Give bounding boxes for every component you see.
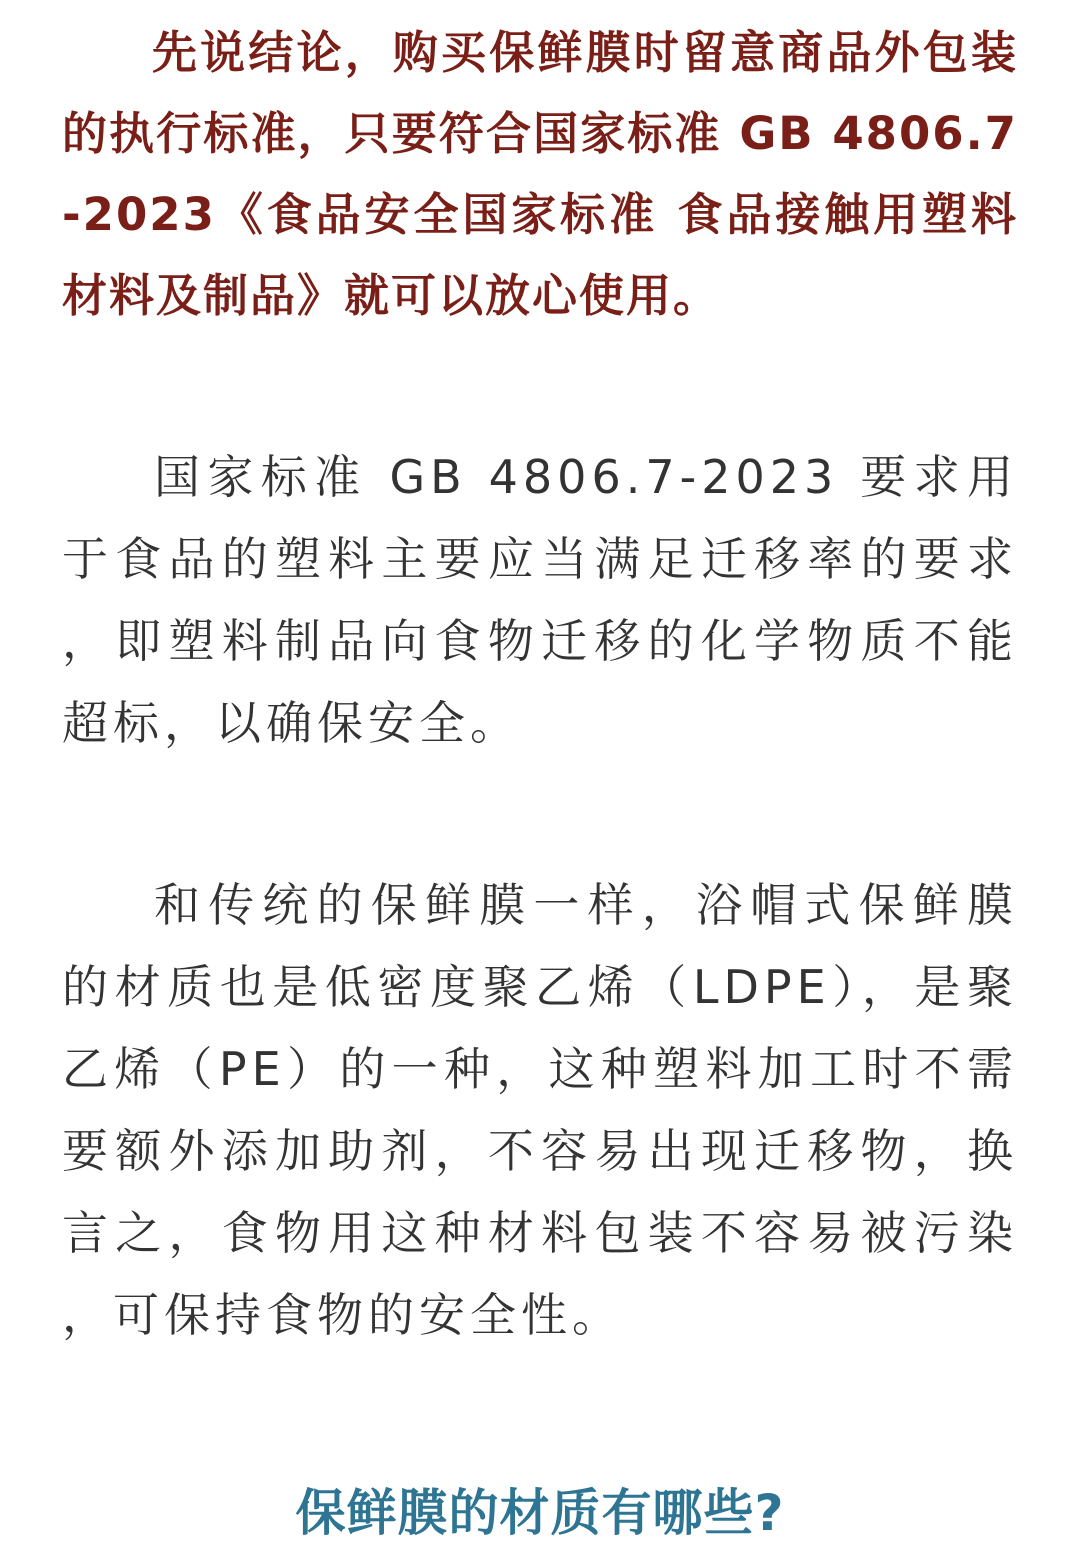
article-body <box>62 12 1018 1356</box>
material-description-paragraph: 和传统的保鲜膜一样，浴帽式保鲜膜的材质也是低密度聚乙烯（LDPE），是聚乙烯（PE）的一种，这种塑料加工时不需要额外添加助剂，不容易出现迁移物，换言之，食物用这种材料包装不容易被污染，可保持食物的安全性。 <box>62 878 1018 1342</box>
standard-requirement-paragraph: 国家标准 GB 4806.7-2023 要求用于食品的塑料主要应当满足迁移率的要求，即塑料制品向食物迁移的化学物质不能超标，以确保安全。 <box>62 450 1018 750</box>
section-heading: 保鲜膜的材质有哪些? <box>295 1484 785 1542</box>
conclusion-paragraph: 先说结论，购买保鲜膜时留意商品外包装的执行标准，只要符合国家标准 GB 4806.7-2023《食品安全国家标准 食品接触用塑料材料及制品》就可以放心使用。 <box>62 26 1018 322</box>
